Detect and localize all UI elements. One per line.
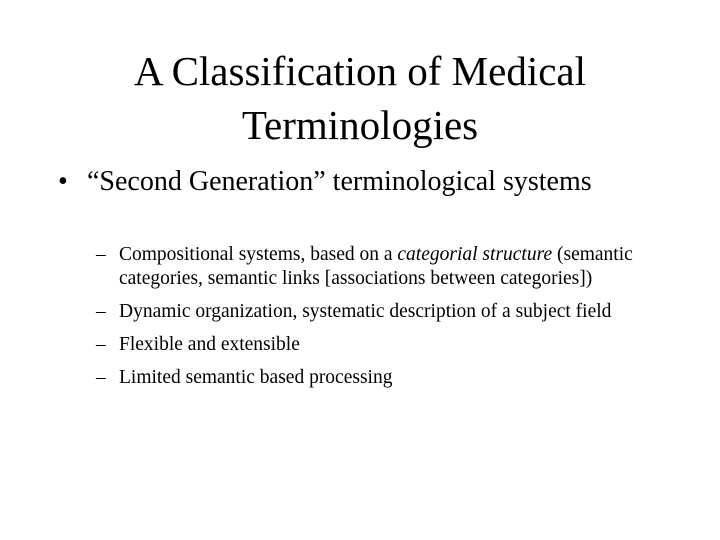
slide-title-line-1: A Classification of Medical <box>133 48 587 94</box>
bullet-marker: • <box>58 166 68 197</box>
sub-bullet-text: Limited semantic based processing <box>119 367 393 388</box>
sub-bullet-text: Flexible and extensible <box>119 334 300 355</box>
sub-bullet-marker: – <box>96 367 106 388</box>
sub-bullet-text <box>119 243 664 291</box>
slide-title-line-2: Terminologies <box>241 102 479 148</box>
sub-bullet-marker: – <box>96 334 106 355</box>
bullet-second-generation <box>58 164 678 200</box>
sub-bullet-compositional <box>96 243 676 291</box>
sub-bullet-text-start: Compositional systems, based on a <box>119 244 398 265</box>
sub-bullet-text: Dynamic organization, systematic description of a subject field <box>119 301 612 322</box>
sub-bullet-text-end: (semantic categories, semantic links [associations between categories]) <box>119 244 633 289</box>
sub-bullet-dynamic <box>96 300 676 324</box>
sub-bullet-limited <box>96 366 676 390</box>
sub-bullet-marker: – <box>96 301 106 322</box>
sub-bullet-marker: – <box>96 244 106 265</box>
sub-bullet-text-italic: categorial structure <box>397 244 553 265</box>
sub-bullet-flexible <box>96 333 676 357</box>
slide-title <box>60 44 660 152</box>
sub-bullet-list <box>96 243 676 399</box>
bullet-text: “Second Generation” terminological systems <box>87 166 592 197</box>
